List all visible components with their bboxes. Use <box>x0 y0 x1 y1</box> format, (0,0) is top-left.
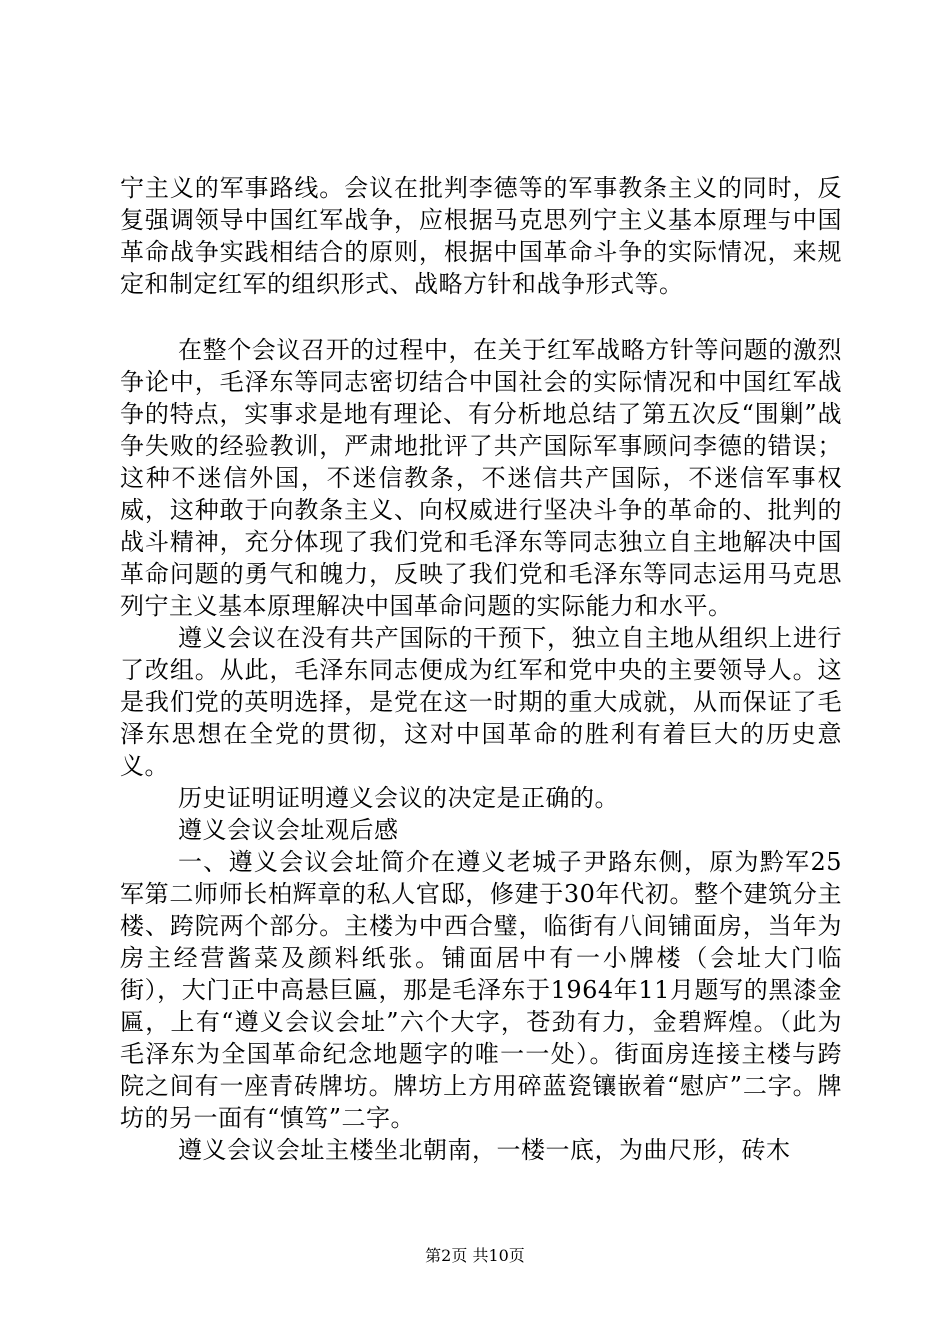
paragraph-debate: 在整个会议召开的过程中，在关于红军战略方针等问题的激烈争论中，毛泽东等同志密切结合中国社会的实际情况和中国红军战争的特点，实事求是地有理论、有分析地总结了第五次反“围剿”战争失败的经验教训，严肃地批评了共产国际军事顾问李德的错误；这种不迷信外国，不迷信教条，不迷信共产国际，不迷信军事权威，这种敢于向教条主义、向权威进行坚决斗争的革命的、批判的战斗精神，充分体现了我们党和毛泽东等同志独立自主地解决中国革命问题的勇气和魄力，反映了我们党和毛泽东等同志运用马克思列宁主义基本原理解决中国革命问题的实际能力和水平。 <box>120 336 842 620</box>
paragraph-site-intro: 一、遵义会议会址简介在遵义老城子尹路东侧，原为黔军25军第二师师长柏辉章的私人官邸，修建于30年代初。整个建筑分主楼、跨院两个部分。主楼为中西合璧，临街有八间铺面房，当年为房主经营酱菜及颜料纸张。铺面居中有一小牌楼（会址大门临街），大门正中高悬巨匾，那是毛泽东于1964年11月题写的黑漆金匾，上有“遵义会议会址”六个大字，苍劲有力，金碧辉煌。（此为毛泽东为全国革命纪念地题字的唯一一处）。街面房连接主楼与跨院之间有一座青砖牌坊。牌坊上方用碎蓝瓷镶嵌着“慰庐”二字。牌坊的另一面有“慎笃”二字。 <box>120 848 842 1132</box>
paragraph-main-building: 遵义会议会址主楼坐北朝南，一楼一底，为曲尺形，砖木 <box>178 1136 791 1164</box>
section-heading: 遵义会议会址观后感 <box>178 816 399 844</box>
document-body <box>120 172 842 1166</box>
paragraph-reorganization: 遵义会议在没有共产国际的干预下，独立自主地从组织上进行了改组。从此，毛泽东同志便成为红军和党中央的主要领导人。这是我们党的英明选择，是党在这一时期的重大成就，从而保证了毛泽东思想在全党的贯彻，这对中国革命的胜利有着巨大的历史意义。 <box>120 624 842 780</box>
paragraph-continuation: 宁主义的军事路线。会议在批判李德等的军事教条主义的同时，反复强调领导中国红军战争，应根据马克思列宁主义基本原理与中国革命战争实践相结合的原则，根据中国革命斗争的实际情况，来规定和制定红军的组织形式、战略方针和战争形式等。 <box>120 174 842 298</box>
page-footer: 第2页 共10页 <box>425 1246 525 1265</box>
paragraph-conclusion: 历史证明证明遵义会议的决定是正确的。 <box>178 784 619 812</box>
